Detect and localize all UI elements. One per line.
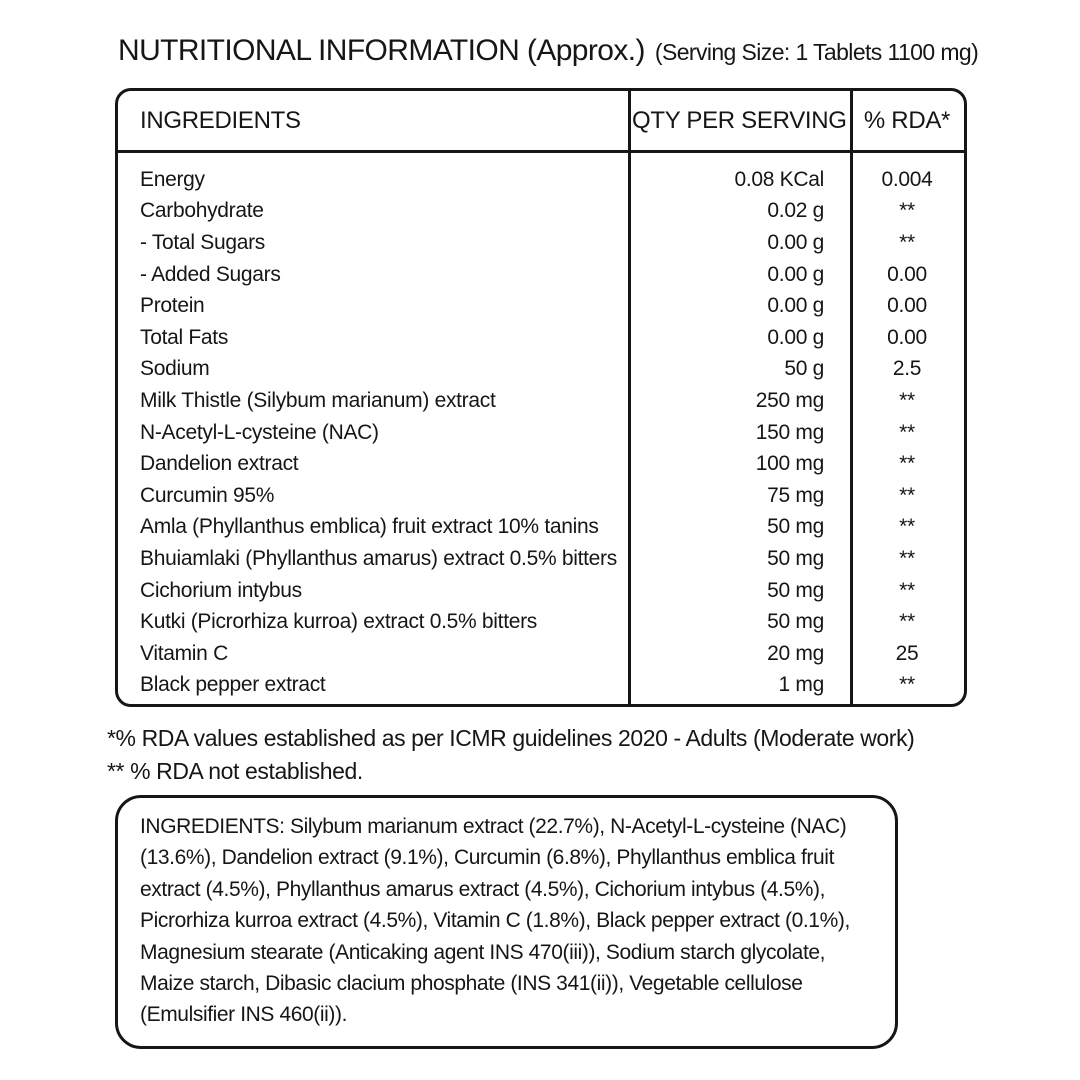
ingredient-name: N-Acetyl-L-cysteine (NAC) (140, 420, 379, 444)
footnote-rda-established: *% RDA values established as per ICMR guidelines 2020 - Adults (Moderate work) (107, 725, 915, 751)
ingredient-name: - Total Sugars (140, 230, 265, 254)
ingredient-name: Total Fats (140, 325, 229, 349)
ingredients-statement: INGREDIENTS: Silybum marianum extract (22.7%), N-Acetyl-L-cysteine (NAC) (13.6%), Dandelion extract (9.1%), Curcumin (6.8%), Phyllanthus emblica fruit extract (4.5%), Phyllanthus amarus extract (4.5%), Cichorium intybus (4.5%), Picrorhiza kurroa extract (4.5%), Vitamin C (1.8%), Black pepper extract (0.1%), Magnesium stearate (Anticaking agent INS 470(iii)), Sodium starch glycolate, Maize starch, Dibasic clacium phosphate (INS 341(ii)), Vegetable cellulose (Emulsifier INS 460(ii)). (140, 815, 850, 1027)
ingredient-qty: 0.00 g (767, 230, 824, 254)
ingredient-rda: ** (899, 673, 915, 697)
ingredient-qty: 50 g (784, 357, 824, 381)
ingredient-rda: 0.004 (881, 167, 933, 191)
table-row (118, 290, 964, 322)
ingredient-rda: ** (899, 546, 915, 570)
ingredient-name: Sodium (140, 357, 210, 381)
ingredient-name: Energy (140, 167, 205, 191)
ingredient-rda: ** (899, 515, 915, 539)
ingredient-qty: 0.02 g (767, 199, 824, 223)
ingredient-rda: ** (899, 483, 915, 507)
ingredient-qty: 0.00 g (767, 294, 824, 318)
table-row (118, 322, 964, 354)
ingredient-name: Vitamin C (140, 641, 228, 665)
ingredient-rda: 25 (895, 641, 919, 665)
ingredient-qty: 1 mg (778, 673, 824, 697)
table-row (118, 606, 964, 638)
table-row (118, 448, 964, 480)
ingredient-qty: 50 mg (767, 578, 824, 602)
table-header-row (118, 91, 964, 150)
ingredient-qty: 150 mg (755, 420, 824, 444)
table-row (118, 512, 964, 544)
table-body (118, 153, 964, 704)
ingredient-qty: 0.00 g (767, 262, 824, 286)
table-row (118, 417, 964, 449)
ingredient-name: Kutki (Picrorhiza kurroa) extract 0.5% bitters (140, 610, 538, 634)
table-row (118, 543, 964, 575)
ingredient-name: Dandelion extract (140, 452, 299, 476)
ingredient-qty: 250 mg (755, 388, 824, 412)
header-ingredients: INGREDIENTS (140, 106, 301, 134)
ingredient-rda: ** (899, 388, 915, 412)
ingredient-rda: 0.00 (887, 325, 927, 349)
ingredient-name: Milk Thistle (Silybum marianum) extract (140, 388, 496, 412)
header-qty-per-serving: QTY PER SERVING (632, 106, 847, 134)
ingredient-name: - Added Sugars (140, 262, 281, 286)
ingredient-qty: 0.00 g (767, 325, 824, 349)
ingredient-rda: 2.5 (892, 357, 922, 381)
ingredient-name: Cichorium intybus (140, 578, 302, 602)
ingredient-qty: 100 mg (755, 452, 824, 476)
ingredients-statement-box (115, 795, 898, 1049)
ingredient-qty: 50 mg (767, 546, 824, 570)
ingredient-qty: 50 mg (767, 515, 824, 539)
table-row (118, 575, 964, 607)
ingredient-qty: 75 mg (767, 483, 824, 507)
page-title: NUTRITIONAL INFORMATION (Approx.) (118, 34, 645, 67)
ingredient-rda: 0.00 (887, 294, 927, 318)
table-row (118, 259, 964, 291)
ingredient-name: Black pepper extract (140, 673, 326, 697)
ingredient-rda: ** (899, 420, 915, 444)
ingredient-name: Carbohydrate (140, 199, 264, 223)
ingredient-name: Amla (Phyllanthus emblica) fruit extract 10% tanins (140, 515, 599, 539)
nutrition-table (115, 88, 967, 707)
ingredient-rda: ** (899, 199, 915, 223)
ingredient-rda: ** (899, 578, 915, 602)
ingredient-name: Curcumin 95% (140, 483, 275, 507)
serving-size-text: (Serving Size: 1 Tablets 1100 mg) (654, 39, 979, 65)
table-row (118, 354, 964, 386)
header-rda: % RDA* (863, 106, 951, 134)
ingredient-qty: 50 mg (767, 610, 824, 634)
footnotes (107, 722, 914, 788)
table-row (118, 385, 964, 417)
ingredient-qty: 0.08 KCal (734, 167, 824, 191)
table-row (118, 638, 964, 670)
ingredient-rda: ** (899, 230, 915, 254)
footnote-rda-not-established: ** % RDA not established. (107, 758, 363, 784)
ingredient-name: Bhuiamlaki (Phyllanthus amarus) extract 0.5% bitters (140, 546, 617, 570)
ingredient-name: Protein (140, 294, 205, 318)
page-title-row (118, 34, 978, 68)
ingredient-rda: 0.00 (887, 262, 927, 286)
ingredient-rda: ** (899, 452, 915, 476)
table-row (118, 227, 964, 259)
table-row (118, 164, 964, 196)
ingredient-rda: ** (899, 610, 915, 634)
table-row (118, 196, 964, 228)
table-row (118, 670, 964, 702)
table-row (118, 480, 964, 512)
ingredient-qty: 20 mg (767, 641, 824, 665)
